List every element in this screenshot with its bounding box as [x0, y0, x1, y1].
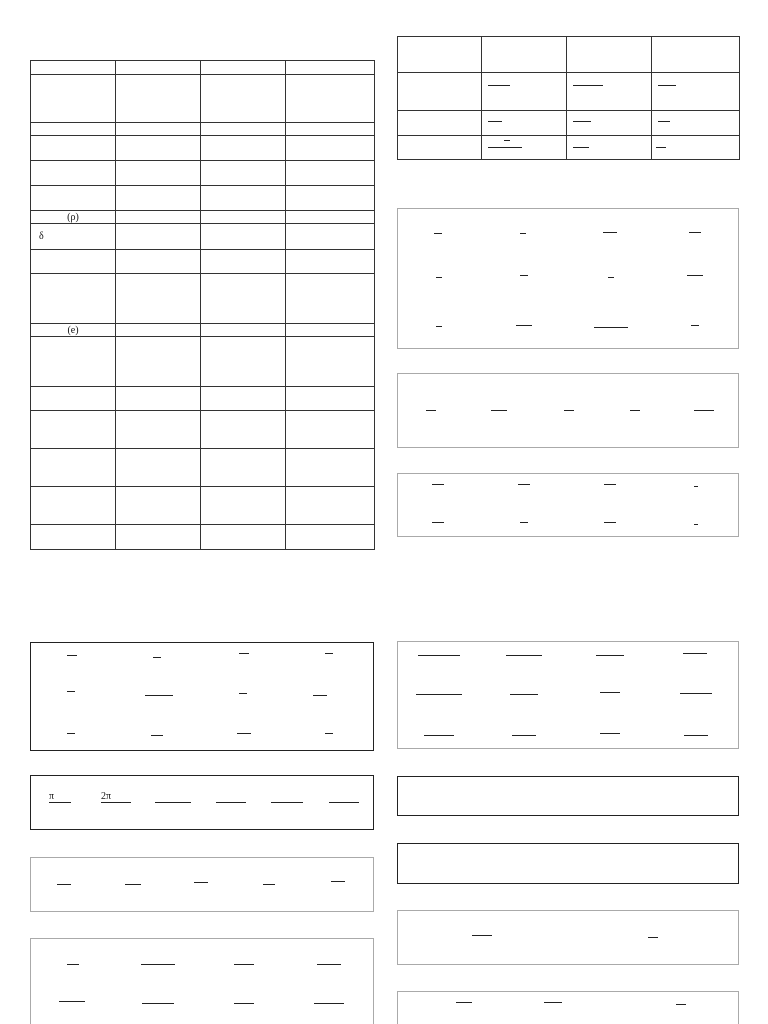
table-cell — [567, 111, 652, 136]
left-data-table — [30, 60, 375, 550]
row-label-cell: δ — [31, 224, 116, 250]
formula-box-5 — [30, 857, 374, 912]
table-cell — [116, 411, 201, 449]
formula-box-9 — [397, 991, 739, 1024]
table-cell — [286, 75, 375, 123]
table-cell — [286, 250, 375, 274]
pi-formula-box — [30, 775, 374, 830]
table-cell — [286, 211, 375, 224]
table-row — [31, 186, 375, 211]
table-cell — [286, 224, 375, 250]
table-row — [31, 274, 375, 324]
table-cell — [652, 73, 740, 111]
pi-label: π — [49, 791, 55, 802]
table-cell — [201, 449, 286, 487]
row-label-cell — [31, 186, 116, 211]
table-cell — [286, 411, 375, 449]
table-row — [31, 224, 375, 250]
row-label-cell — [31, 61, 116, 75]
two-pi-label: 2π — [101, 791, 112, 802]
table-cell — [201, 525, 286, 550]
table-cell — [286, 274, 375, 324]
table-cell — [482, 111, 567, 136]
table-cell — [201, 75, 286, 123]
table-cell — [286, 186, 375, 211]
table-row — [31, 324, 375, 337]
row-label-cell — [31, 525, 116, 550]
row-label-cell — [31, 337, 116, 387]
table-row — [31, 449, 375, 487]
row-label-cell — [31, 274, 116, 324]
table-cell — [652, 136, 740, 160]
table-cell — [201, 387, 286, 411]
table-cell — [116, 487, 201, 525]
row-label-cell — [31, 387, 116, 411]
table-row — [31, 123, 375, 136]
table-cell — [201, 411, 286, 449]
table-cell — [201, 274, 286, 324]
table-cell — [116, 525, 201, 550]
table-cell — [286, 136, 375, 161]
table-row — [31, 211, 375, 224]
table-cell — [201, 487, 286, 525]
empty-box-1 — [397, 776, 739, 816]
table-cell — [286, 61, 375, 75]
table-cell — [116, 123, 201, 136]
formula-box-3 — [397, 473, 739, 537]
table-cell — [201, 61, 286, 75]
table-row — [31, 75, 375, 123]
formula-box-4 — [30, 642, 374, 751]
table-cell — [482, 73, 567, 111]
table-cell — [116, 274, 201, 324]
table-cell — [116, 337, 201, 387]
table-cell — [286, 387, 375, 411]
row-label-cell — [31, 75, 116, 123]
table-cell — [201, 161, 286, 186]
table-row — [31, 250, 375, 274]
table-cell — [286, 525, 375, 550]
table-cell — [116, 75, 201, 123]
table-cell — [398, 111, 482, 136]
row-label-cell — [31, 449, 116, 487]
row-label-cell — [31, 487, 116, 525]
table-cell — [201, 337, 286, 387]
table-cell — [201, 211, 286, 224]
table-cell — [652, 111, 740, 136]
table-cell — [286, 161, 375, 186]
table-cell — [567, 136, 652, 160]
row-label-cell — [31, 250, 116, 274]
table-cell — [201, 324, 286, 337]
table-row — [31, 387, 375, 411]
table-row — [31, 161, 375, 186]
table-cell — [398, 136, 482, 160]
table-cell — [116, 186, 201, 211]
formula-box-6 — [30, 938, 374, 1024]
row-label-cell — [31, 136, 116, 161]
table-cell — [201, 186, 286, 211]
table-cell — [116, 61, 201, 75]
formula-box-7 — [397, 641, 739, 749]
table-cell — [201, 224, 286, 250]
formula-box-2 — [397, 373, 739, 448]
table-row — [31, 337, 375, 387]
table-cell — [482, 136, 567, 160]
empty-box-2 — [397, 843, 739, 884]
table-row — [31, 136, 375, 161]
table-cell — [116, 211, 201, 224]
table-cell — [116, 161, 201, 186]
header-cell — [398, 37, 482, 73]
header-cell — [652, 37, 740, 73]
table-cell — [201, 123, 286, 136]
table-cell — [116, 449, 201, 487]
right-top-table — [397, 36, 740, 160]
row-label-cell: (ρ) — [31, 211, 116, 224]
table-cell — [116, 250, 201, 274]
formula-box-1 — [397, 208, 739, 349]
table-cell — [567, 73, 652, 111]
table-row — [31, 487, 375, 525]
row-label-cell — [31, 123, 116, 136]
table-cell — [286, 487, 375, 525]
table-row — [31, 411, 375, 449]
table-cell — [286, 449, 375, 487]
header-cell — [567, 37, 652, 73]
table-cell — [201, 136, 286, 161]
table-cell — [286, 337, 375, 387]
table-cell — [116, 324, 201, 337]
table-cell — [116, 224, 201, 250]
table-cell — [286, 324, 375, 337]
table-cell — [201, 250, 286, 274]
table-cell — [116, 387, 201, 411]
table-row — [31, 525, 375, 550]
row-label-cell — [31, 411, 116, 449]
table-cell — [286, 123, 375, 136]
header-cell — [482, 37, 567, 73]
table-row — [31, 61, 375, 75]
row-label-cell: (e) — [31, 324, 116, 337]
table-cell — [398, 73, 482, 111]
table-cell — [116, 136, 201, 161]
formula-box-8 — [397, 910, 739, 965]
row-label-cell — [31, 161, 116, 186]
